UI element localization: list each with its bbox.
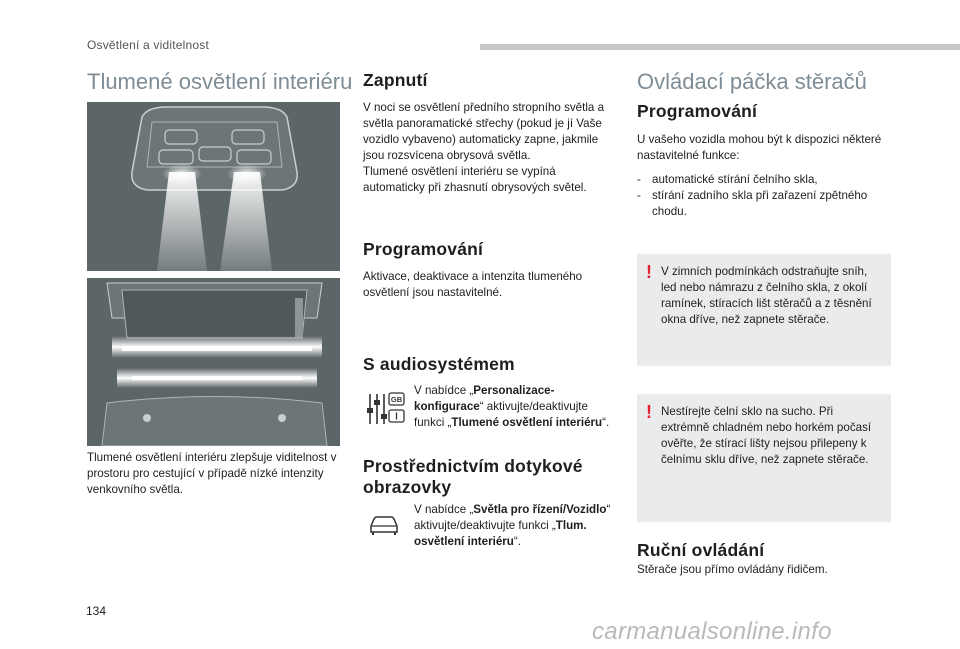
touch-heading: Prostřednictvím dotykové obrazovky xyxy=(363,456,583,497)
warning-box-winter xyxy=(637,254,891,366)
dome-light-illustration xyxy=(87,102,340,271)
col1-caption: Tlumené osvětlení interiéru zlepšuje viditelnost v prostoru pro cestující v případě nízké intenzity venkovního světla. xyxy=(87,451,337,496)
programovani-text: Aktivace, deaktivace a intenzita tlumeného osvětlení jsou nastavitelné. xyxy=(363,270,583,299)
manual-text: Stěrače jsou přímo ovládány řidičem. xyxy=(637,563,828,576)
col3-programovani-heading: Programování xyxy=(637,101,758,121)
warning-icon: ! xyxy=(646,262,652,282)
audio-text: V nabídce „Personalizace-konfigurace“ aktivujte/deaktivujte funkci „Tlumené osvětlení interiéru“. xyxy=(414,384,610,429)
section-header: Osvětlení a viditelnost xyxy=(87,38,209,52)
audio-settings-icon xyxy=(366,390,406,426)
page-number: 134 xyxy=(86,604,107,618)
zapnuti-text-2: Tlumené osvětlení interiéru se vypíná automaticky při zhasnutí obrysových světel. xyxy=(363,165,587,194)
manual-heading: Ruční ovládání xyxy=(637,540,765,560)
touch-text: V nabídce „Světla pro řízení/Vozidlo“ aktivujte/deaktivujte funkci „Tlum. osvětlení interiéru“. xyxy=(414,503,611,548)
car-icon xyxy=(368,514,400,536)
col1-title: Tlumené osvětlení interiéru xyxy=(87,69,353,94)
zapnuti-text-1: V noci se osvětlení předního stropního světla a světla panoramatické střechy (pokud je jí Vaše vozidlo vybaveno) automaticky zapne, jakmile jsou rozsvícena obrysová světla. xyxy=(363,101,605,162)
col3-intro: U vašeho vozidla mohou být k dispozici některé nastavitelné funkce: xyxy=(637,133,882,162)
zapnuti-heading: Zapnutí xyxy=(363,70,428,90)
list-item: - stírání zadního skla při zařazení zpětného chodu. xyxy=(637,188,892,220)
audio-icon-label: GB xyxy=(390,395,403,404)
audio-heading: S audiosystémem xyxy=(363,354,515,374)
programovani-heading: Programování xyxy=(363,239,484,259)
roof-light-svg xyxy=(87,278,340,446)
warning-text-dry: Nestírejte čelní sklo na sucho. Při extrémně chladném nebo horkém počasí ověřte, že stírací lišty nejsou přilepeny k čelnímu sklu dříve, než zapnete stěrače. xyxy=(661,405,872,466)
warning-text-winter: V zimních podmínkách odstraňujte sníh, led nebo námrazu z čelního skla, z okolí ramínek, stíracích lišt stěračů a z těsnění okna dříve, než zapnete stěrače. xyxy=(661,265,872,326)
header-divider xyxy=(480,44,960,50)
list-item: - automatické stírání čelního skla, xyxy=(637,172,892,188)
warning-icon: ! xyxy=(646,402,652,422)
panoramic-roof-light-illustration xyxy=(87,278,340,446)
warning-box-dry xyxy=(637,394,891,522)
functions-list xyxy=(637,172,892,220)
watermark: carmanualsonline.info xyxy=(592,618,832,645)
dome-light-svg xyxy=(87,102,340,271)
col3-title: Ovládací páčka stěračů xyxy=(637,69,867,94)
